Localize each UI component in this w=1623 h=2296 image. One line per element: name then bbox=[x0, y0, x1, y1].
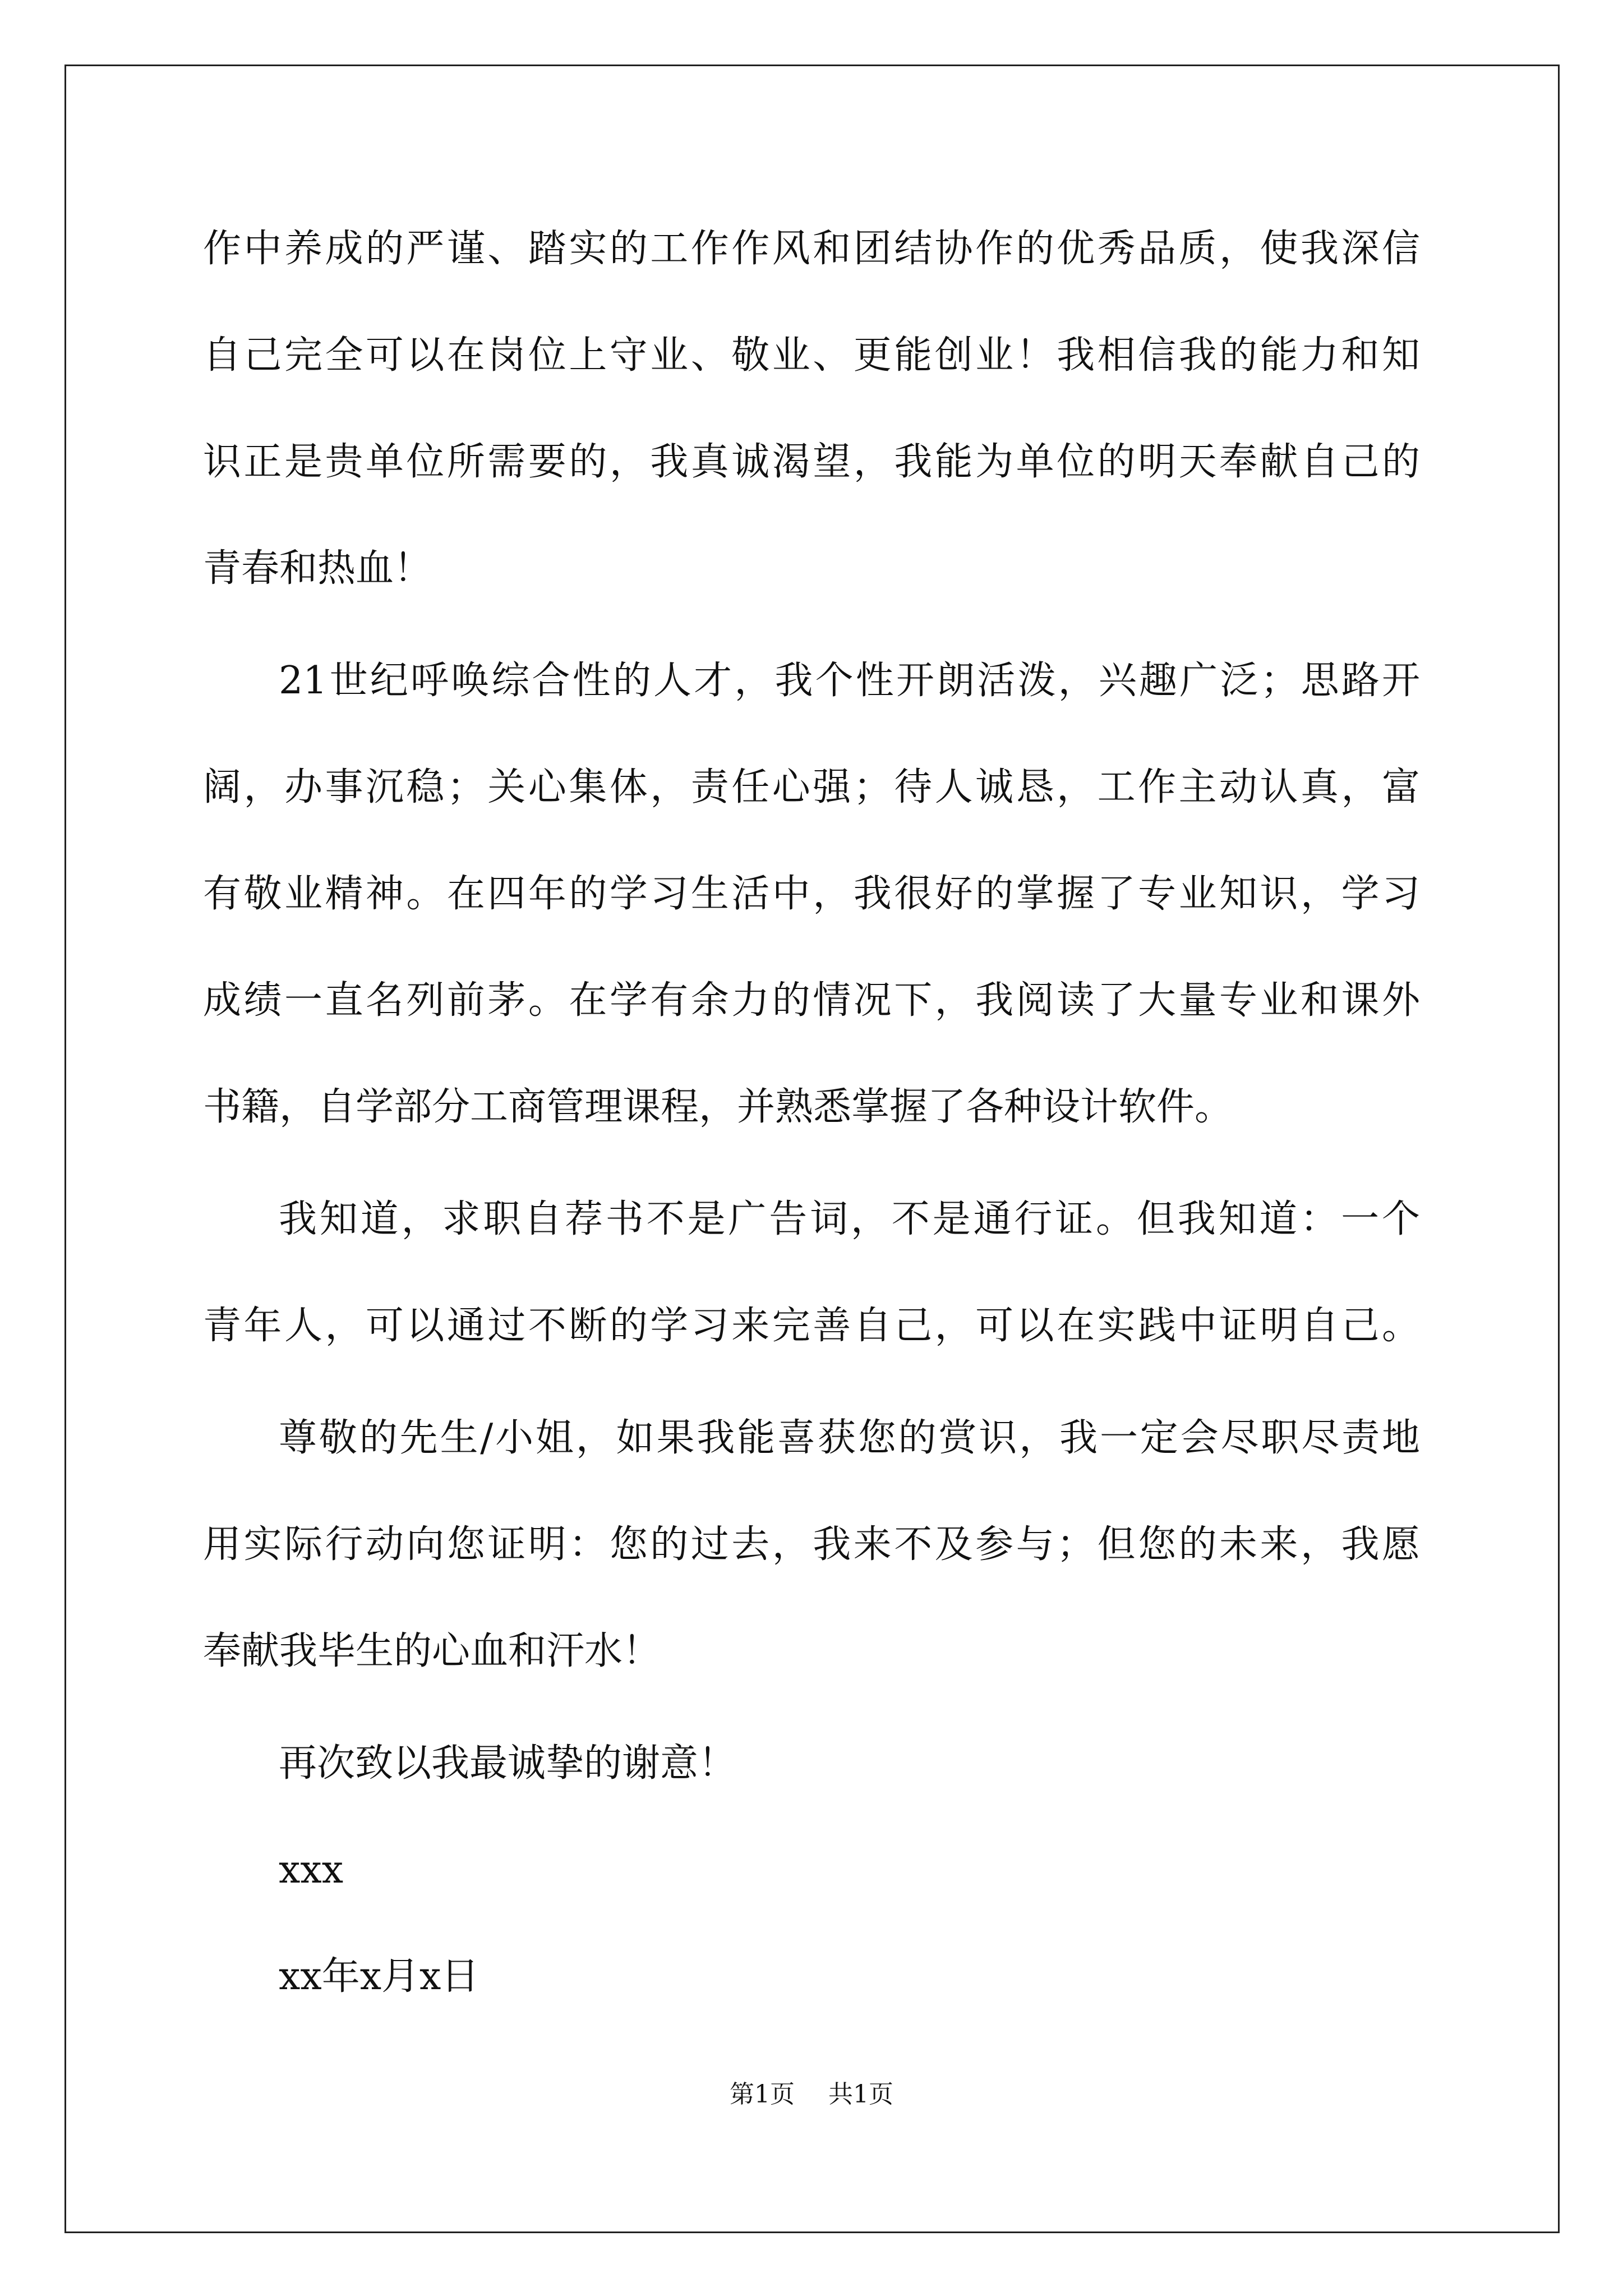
text-line-2: 自己完全可以在岗位上守业、敬业、更能创业！我相信我的能力和知 bbox=[203, 333, 1420, 378]
text-line-6: 阔，办事沉稳；关心集体，责任心强；待人诚恳，工作主动认真，富 bbox=[203, 765, 1420, 809]
page-border bbox=[64, 65, 1560, 2233]
text-line-10: 我知道，求职自荐书不是广告词，不是通行证。但我知道：一个 bbox=[279, 1197, 1420, 1241]
page-number-total: 共1页 bbox=[828, 2080, 893, 2109]
text-line-1: 作中养成的严谨、踏实的工作作风和团结协作的优秀品质，使我深信 bbox=[203, 227, 1420, 271]
text-line-9: 书籍，自学部分工商管理课程，并熟悉掌握了各种设计软件。 bbox=[203, 1085, 1233, 1129]
text-line-5: 21世纪呼唤综合性的人才，我个性开朗活泼，兴趣广泛；思路开 bbox=[279, 659, 1420, 703]
signature-date: xx年x月x日 bbox=[279, 1954, 479, 1999]
signature-name: xxx bbox=[279, 1848, 344, 1892]
text-line-13: 用实际行动向您证明：您的过去，我来不及参与；但您的未来，我愿 bbox=[203, 1522, 1420, 1567]
page-number-current: 第1页 bbox=[730, 2080, 795, 2109]
text-line-12: 尊敬的先生/小姐，如果我能喜获您的赏识，我一定会尽职尽责地 bbox=[279, 1416, 1420, 1460]
closing-thanks: 再次致以我最诚挚的谢意！ bbox=[279, 1741, 737, 1786]
text-line-4: 青春和热血！ bbox=[203, 546, 432, 591]
text-line-3: 识正是贵单位所需要的，我真诚渴望，我能为单位的明天奉献自己的 bbox=[203, 440, 1420, 484]
text-line-14: 奉献我毕生的心血和汗水！ bbox=[203, 1629, 661, 1673]
text-line-8: 成绩一直名列前茅。在学有余力的情况下，我阅读了大量专业和课外 bbox=[203, 978, 1420, 1023]
page-footer bbox=[0, 2082, 1623, 2107]
text-line-7: 有敬业精神。在四年的学习生活中，我很好的掌握了专业知识，学习 bbox=[203, 872, 1420, 916]
text-line-11: 青年人，可以通过不断的学习来完善自己，可以在实践中证明自己。 bbox=[203, 1304, 1420, 1348]
